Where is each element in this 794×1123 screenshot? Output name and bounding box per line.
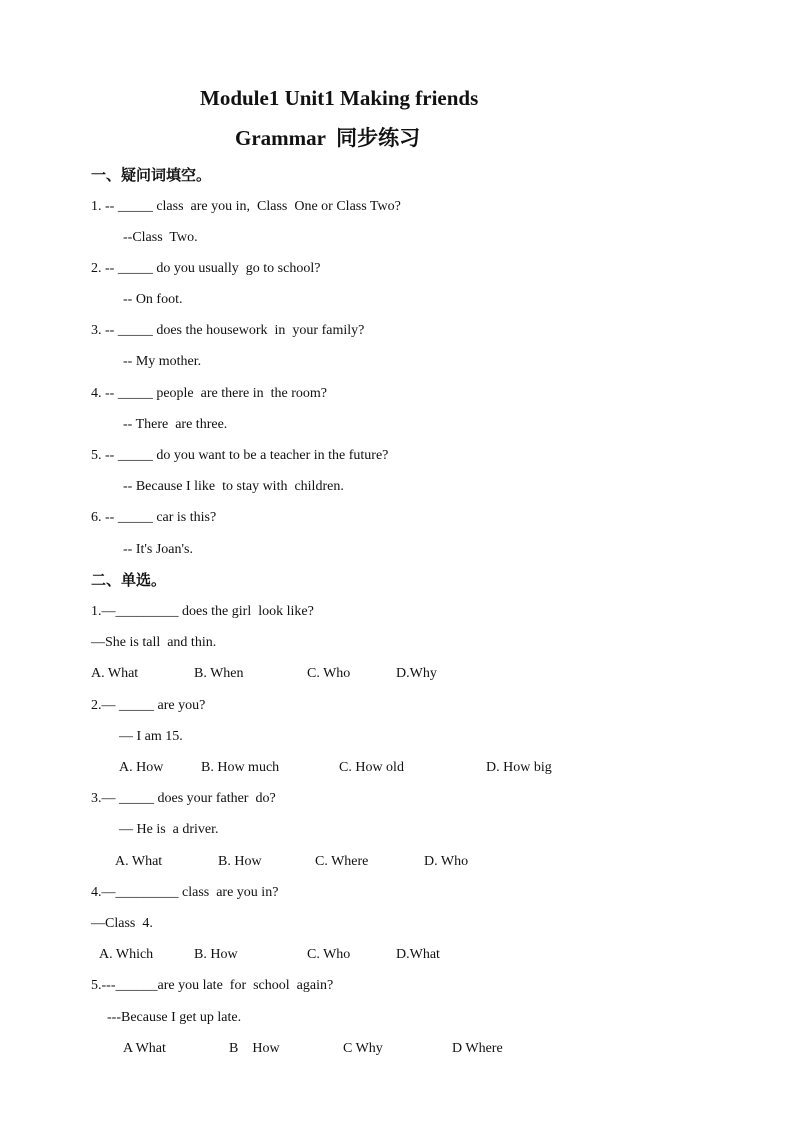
- s2-q4-option-b: B. How: [194, 947, 238, 962]
- s2-q2-option-d: D. How big: [486, 760, 552, 775]
- s1-question-3: 3. -- _____ does the housework in your family?: [91, 323, 365, 338]
- s2-q3-option-a: A. What: [115, 854, 163, 869]
- s2-q5-option-b: B How: [229, 1041, 280, 1056]
- s2-q2-option-c: C. How old: [339, 760, 404, 775]
- s2-answer-5: ---Because I get up late.: [107, 1010, 242, 1025]
- s1-question-6: 6. -- _____ car is this?: [91, 510, 217, 525]
- s2-q1-option-d: D.Why: [396, 666, 437, 681]
- s2-answer-3: — He is a driver.: [119, 822, 219, 837]
- s2-q2-option-b: B. How much: [201, 760, 280, 775]
- s1-answer-2: -- On foot.: [123, 292, 183, 307]
- s2-q4-option-d: D.What: [396, 947, 440, 962]
- s1-answer-6: -- It's Joan's.: [123, 542, 193, 557]
- page-title: Module1 Unit1 Making friends: [200, 86, 479, 110]
- s1-answer-5: -- Because I like to stay with children.: [123, 479, 344, 494]
- s2-q4-option-a: A. Which: [99, 947, 154, 962]
- section2-heading: 二、单选。: [91, 571, 167, 589]
- s2-q3-option-d: D. Who: [424, 854, 469, 869]
- s2-answer-1: —She is tall and thin.: [91, 635, 217, 650]
- s1-answer-3: -- My mother.: [123, 354, 202, 369]
- s2-q3-option-c: C. Where: [315, 854, 369, 869]
- s1-answer-4: -- There are three.: [123, 417, 228, 432]
- s2-question-3: 3.— _____ does your father do?: [91, 791, 276, 806]
- page-subtitle: Grammar 同步练习: [235, 126, 421, 150]
- s2-q1-option-a: A. What: [91, 666, 139, 681]
- s1-question-2: 2. -- _____ do you usually go to school?: [91, 261, 321, 276]
- s2-question-5: 5.---______are you late for school again?: [91, 978, 334, 993]
- s1-question-5: 5. -- _____ do you want to be a teacher in the future?: [91, 448, 389, 463]
- s2-q3-option-b: B. How: [218, 854, 262, 869]
- s1-answer-1: --Class Two.: [123, 230, 198, 245]
- s2-question-2: 2.— _____ are you?: [91, 698, 206, 713]
- s2-answer-2: — I am 15.: [119, 729, 183, 744]
- s2-q2-option-a: A. How: [119, 760, 164, 775]
- s2-q5-option-c: C Why: [343, 1041, 383, 1056]
- section1-heading: 一、疑问词填空。: [91, 166, 212, 184]
- s2-q5-option-a: A What: [123, 1041, 166, 1056]
- s1-question-1: 1. -- _____ class are you in, Class One or Class Two?: [91, 199, 401, 214]
- s2-q1-option-b: B. When: [194, 666, 244, 681]
- s2-question-4: 4.—_________ class are you in?: [91, 885, 279, 900]
- s2-q4-option-c: C. Who: [307, 947, 351, 962]
- s1-question-4: 4. -- _____ people are there in the room?: [91, 386, 327, 401]
- s2-q5-option-d: D Where: [452, 1041, 503, 1056]
- s2-answer-4: —Class 4.: [91, 916, 153, 931]
- s2-question-1: 1.—_________ does the girl look like?: [91, 604, 314, 619]
- s2-q1-option-c: C. Who: [307, 666, 351, 681]
